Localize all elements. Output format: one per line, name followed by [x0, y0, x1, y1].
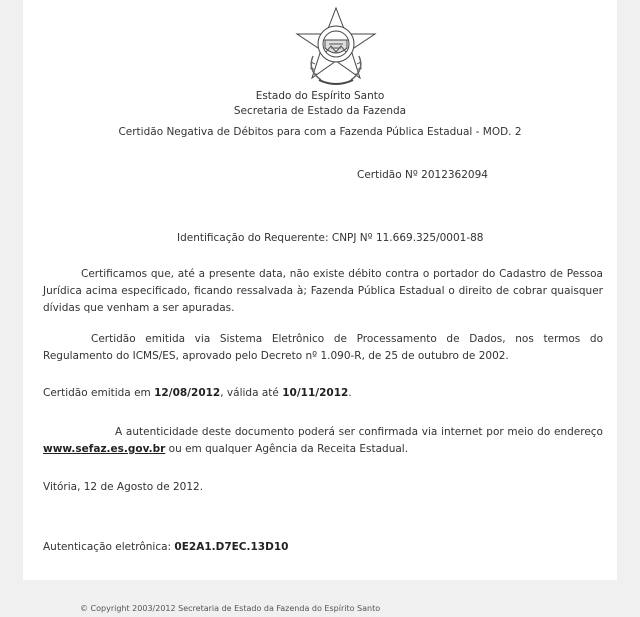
issue-prefix: Certidão emitida em: [43, 387, 151, 399]
certificate-number-value: 2012362094: [421, 169, 488, 181]
authentication-label: Autenticação eletrônica:: [43, 541, 172, 553]
footer-copyright: © Copyright 2003/2012: [80, 604, 176, 613]
electronic-authentication: [43, 539, 288, 556]
authenticity-text-before: A autenticidade deste documento poderá ser confirmada via internet por meio do endereço: [115, 426, 603, 438]
authentication-code: 0E2A1.D7EC.13D10: [174, 541, 289, 553]
footer-org: Secretaria de Estado da Fazenda do Espírito Santo: [178, 604, 381, 613]
document-title: Certidão Negativa de Débitos para com a Fazenda Pública Estadual - MOD. 2: [118, 126, 522, 138]
identification-value: CNPJ Nº 11.669.325/0001-88: [331, 232, 484, 244]
issue-date: 12/08/2012: [154, 387, 221, 399]
paragraph-certification: Certificamos que, até a presente data, não existe débito contra o portador do Cadastro de Pessoa Jurídica acima especificado, ficando ressalvada à; Fazenda Pública Estadual o direito de cobrar quaisquer dívidas que venham a ser apuradas.: [43, 268, 603, 314]
certificate-number-label: Certidão Nº: [357, 169, 418, 181]
certificate-number: [357, 167, 488, 184]
state-name: Estado do Espírito Santo: [255, 90, 385, 102]
issue-suffix: .: [348, 387, 352, 399]
coat-of-arms-icon: [291, 4, 381, 88]
authenticity-text-after: ou em qualquer Agência da Receita Estadual.: [168, 443, 409, 455]
requester-identification: [177, 230, 483, 247]
identification-label: Identificação do Requerente:: [177, 232, 329, 244]
certificate-sheet: [23, 0, 617, 580]
valid-until-date: 10/11/2012: [282, 387, 349, 399]
sefaz-link[interactable]: www.sefaz.es.gov.br: [43, 443, 166, 455]
secretariat-name: Secretaria de Estado da Fazenda: [233, 105, 407, 117]
paragraph-system: Certidão emitida via Sistema Eletrônico de Processamento de Dados, nos termos do Regulamento do ICMS/ES, aprovado pelo Decreto nº 1.090-R, de 25 de outubro de 2002.: [43, 333, 603, 362]
footer: [80, 604, 380, 613]
issue-middle: , válida até: [220, 387, 279, 399]
paragraph-authenticity: [43, 424, 603, 458]
issue-validity: [43, 385, 352, 402]
place-date: Vitória, 12 de Agosto de 2012.: [43, 481, 204, 493]
